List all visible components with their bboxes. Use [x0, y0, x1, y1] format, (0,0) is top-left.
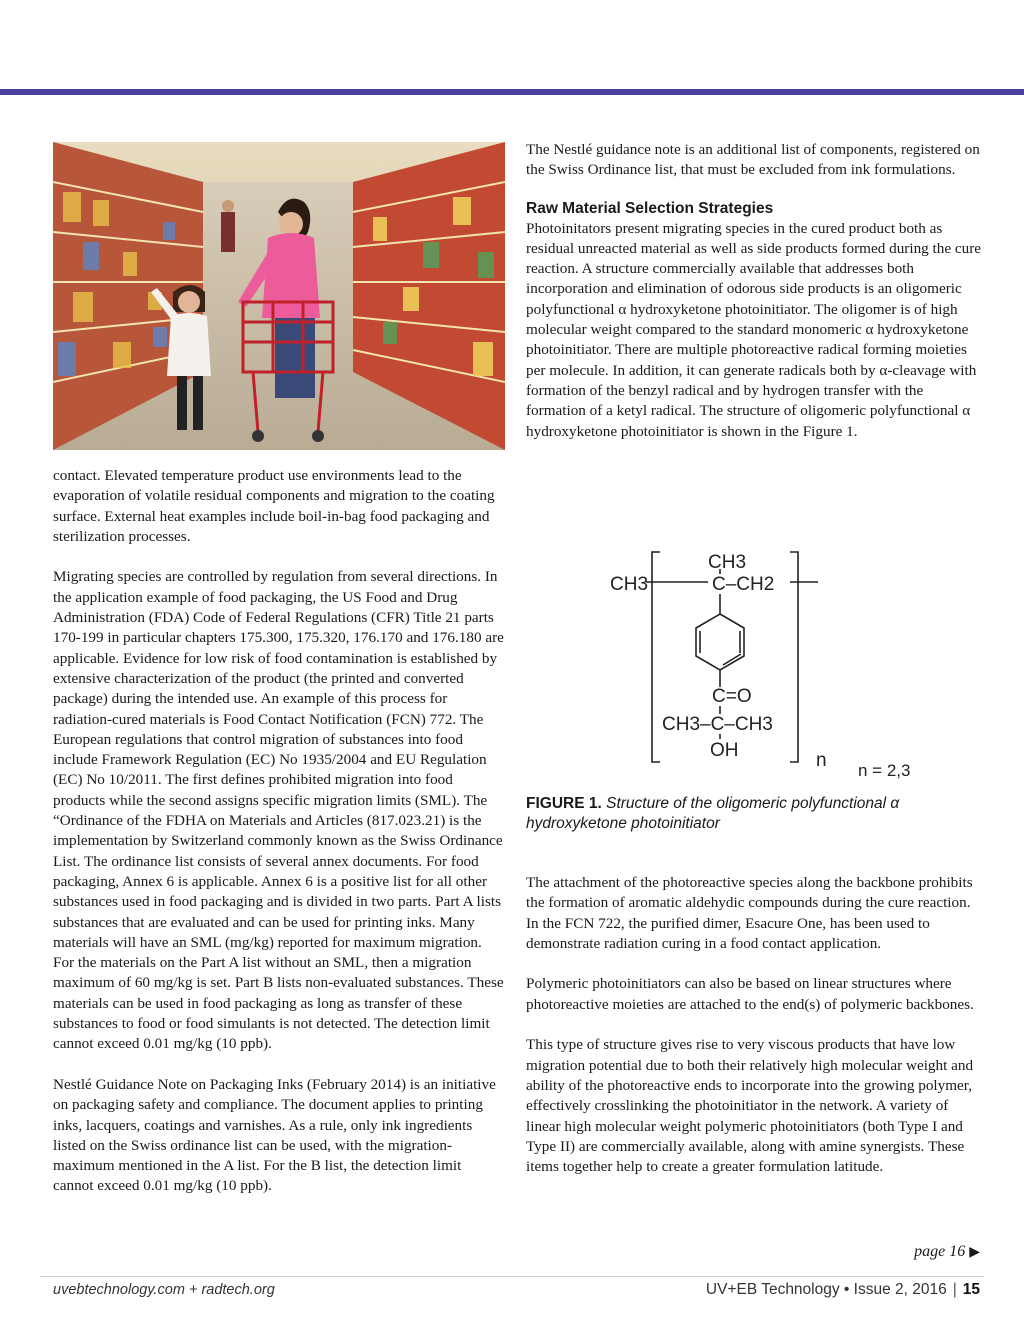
right-text-column-bottom [526, 873, 982, 1177]
body-paragraph: Migrating species are controlled by regulation from several directions. In the application example of food packaging, the US Food and Drug Administration (FDA) Code of Federal Regulations (CFR) Title 21 parts 170-199 in particular chapters 175.300, 175.320, 176.170 and 176.180 are applicable. Evidence for low risk of food contamination is established by extensive characterization of the product (the printed and converted package) during the intended use. An example of this process for radiation-cured materials is Food Contact Notification (FCN) 772. The European regulations that control migration of substances into food include Framework Regulation (EC) No 1935/2004 and EU Regulation (EC) No 10/2011. The first defines prohibited migration into food products while the second assigns specific migration limits (SML). The “Ordinance of the FDHA on Materials and Articles (817.023.21) is the implementation by Switzerland commonly known as the Swiss Ordinance List. The ordinance list consists of several annex documents. For food packaging, Annex 6 is applicable. Annex 6 is a positive list for all other substances used in food packaging and is divided in two parts. Part A lists substances that are evaluated and can be used for printing inks. Many materials will have an SML (mg/kg) reported for maximum migration. For the materials on the Part A list without an SML, then a migration maximum of 60 mg/kg is set. Part B lists non-evaluated substances. These materials can be used in food packaging as long as transfer of these substances to food or food simulants is not detected. The detection limit cannot exceed 0.01 mg/kg (10 ppb). [53, 568, 504, 1053]
section-heading: Raw Material Selection Strategies [526, 199, 774, 217]
footer-publication-info [706, 1281, 980, 1299]
body-paragraph: This type of structure gives rise to very viscous products that have low migration potential due to both their relatively high molecular weight and ability of the photoreactive ends to incorporate into the growing polymer, effectively crosslinking the photoinitiator in the network. A variety of linear high molecular weight polymeric photoinitiators (both Type I and Type II) are commercially available, along with amine synergists. These items together help to create a greater formulation latitude. [526, 1036, 974, 1176]
right-text-column-top [526, 140, 982, 442]
page-number: 15 [962, 1281, 980, 1298]
label-c-ch2: C–CH2 [712, 574, 775, 595]
label-ch3-c-ch3: CH3–C–CH3 [662, 714, 773, 735]
footer-publication: UV+EB Technology • Issue 2, 2016 [705, 1281, 947, 1298]
label-n: n [816, 750, 827, 771]
label-n-value: n = 2,3 [858, 761, 911, 780]
label-c-eq-o: C=O [712, 686, 752, 707]
continue-page-link[interactable] [880, 1243, 980, 1261]
label-oh: OH [710, 740, 739, 761]
continue-page-text: page 16 [914, 1243, 966, 1260]
chemical-structure-figure [596, 544, 936, 784]
play-arrow-icon: ▶ [969, 1245, 980, 1260]
body-paragraph: Photoinitators present migrating species in the cured product both as residual unreacted material as well as side products formed during the cure reaction. A structure commercially available that addresses both incorporation and elimination of odorous side products is an oligomeric polyfunctional α hydroxyketone photoinitiator. The oligomer is of high molecular weight compared to the standard monomeric α hydroxyketone photoinitiator. There are multiple photoreactive radical forming moieties per molecule. In addition, it can generate radicals both by α-cleavage with formation of the benzyl radical and by hydrogen transfer with the formation of a ketyl radical. The structure of oligomeric polyfunctional α hydroxyketone photoinitiator is shown in the Figure 1. [526, 219, 982, 440]
label-ch3-top: CH3 [708, 552, 747, 573]
figure-caption-label: FIGURE 1. [526, 795, 602, 812]
body-paragraph: Nestlé Guidance Note on Packaging Inks (February 2014) is an initiative on packaging safety and compliance. The document applies to printing inks, lacquers, coatings and varnishes. As a rule, only ink ingredients listed on the Swiss ordinance list can be used, with the migration-maximum mentioned in the A list. For the B list, the detection limit cannot exceed 0.01 mg/kg (10 ppb). [53, 1075, 496, 1195]
figure-caption [526, 794, 966, 834]
footer-websites: uvebtechnology.com + radtech.org [53, 1282, 275, 1298]
footer-divider [40, 1276, 984, 1277]
body-paragraph: The attachment of the photoreactive species along the backbone prohibits the formation of aromatic aldehydic compounds during the cure reaction. In the FCN 722, the purified dimer, Esacure One, has been used to demonstrate radiation curing in a food contact application. [526, 874, 973, 952]
header-accent-bar [0, 89, 1024, 95]
left-text-column [53, 466, 505, 1197]
grocery-aisle-photo [53, 142, 505, 450]
body-paragraph: The Nestlé guidance note is an additional list of components, registered on the Swiss Ordinance list, that must be excluded from ink formulations. [526, 141, 980, 179]
figure-caption-text: Structure of the oligomeric polyfunctional α hydroxyketone photoinitiator [526, 795, 900, 832]
label-ch3-left: CH3 [610, 574, 649, 595]
body-paragraph: contact. Elevated temperature product use environments lead to the evaporation of volatile residual components and migration to the coating surface. External heat examples include boil-in-bag food packaging and sterilization processes. [53, 467, 495, 545]
footer-separator: | [952, 1281, 957, 1298]
body-paragraph: Polymeric photoinitiators can also be based on linear structures where photoreactive moieties are attached to the end(s) of polymeric backbones. [526, 975, 974, 1013]
